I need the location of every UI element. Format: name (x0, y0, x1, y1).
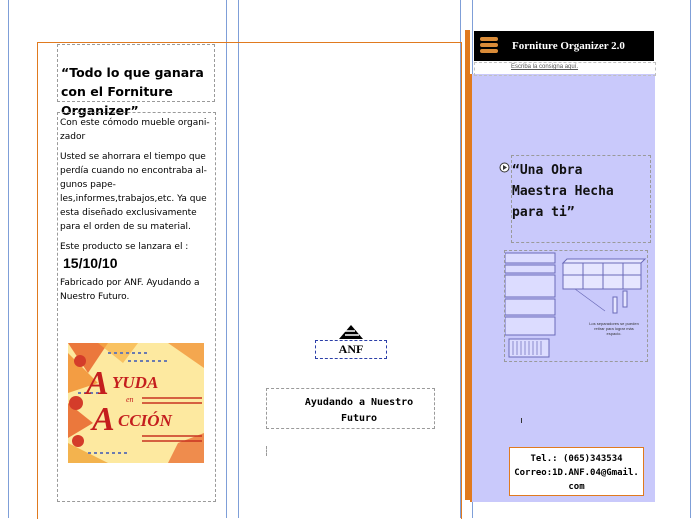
quote-text: “Todo lo que ganara con el Forniture Organizer” (61, 65, 204, 118)
subtitle-text: Escriba la consigna aquí. (511, 64, 579, 70)
paragraph-2: Usted se ahorrara el tiempo que perdía cuando no encontraba al-gunos pape-les,informes,trabajos,etc. Ya que esta diseñado exclusivamente para el orden de su material. (60, 152, 207, 232)
anf-logo-icon (339, 325, 363, 339)
stack-icon (480, 36, 498, 54)
logo-word-2: en (126, 395, 134, 404)
quote-box[interactable] (57, 44, 215, 118)
guide-line (690, 0, 691, 518)
logo-initial: A (86, 365, 109, 402)
logo-initial: A (92, 401, 115, 438)
logo-word-1: YUDA (112, 373, 159, 392)
slogan-text: “Una Obra Maestra Hecha para ti” (512, 163, 614, 220)
cursor-mark (521, 418, 522, 423)
furniture-diagram (504, 250, 648, 362)
maker-text: Fabricado por ANF. Ayudando a Nuestro Futuro. (60, 278, 200, 302)
slogan-box[interactable] (511, 155, 651, 243)
guide-line (8, 0, 9, 518)
contact-tel: Tel.: (065)343534 (530, 454, 623, 464)
subtitle-box[interactable] (474, 62, 656, 76)
ayuda-logo (68, 343, 204, 463)
contact-mail: Correo:1D.ANF.04@Gmail. com (514, 468, 639, 492)
header-bar (474, 31, 654, 61)
contact-box[interactable] (509, 447, 644, 496)
app-title: Forniture Organizer 2.0 (512, 40, 625, 52)
tagline-box[interactable] (266, 388, 435, 429)
brand-name: ANF (338, 342, 364, 356)
circle-bullet-icon (499, 162, 510, 173)
logo-word-3: CCIÓN (118, 411, 172, 430)
launch-label: Este producto se lanzara el : (60, 242, 189, 252)
paragraph-1: Con este cómodo mueble organi-zador (60, 118, 210, 142)
launch-date: 15/10/10 (63, 255, 118, 271)
empty-frame-marker (266, 446, 268, 456)
brand-box[interactable] (315, 340, 387, 359)
tagline-text: Ayudando a Nuestro Futuro (304, 397, 414, 424)
figure-caption: Los separadores se pueden retirar para lograr más espacio. (589, 321, 639, 336)
accent-bar-inner (470, 74, 472, 502)
